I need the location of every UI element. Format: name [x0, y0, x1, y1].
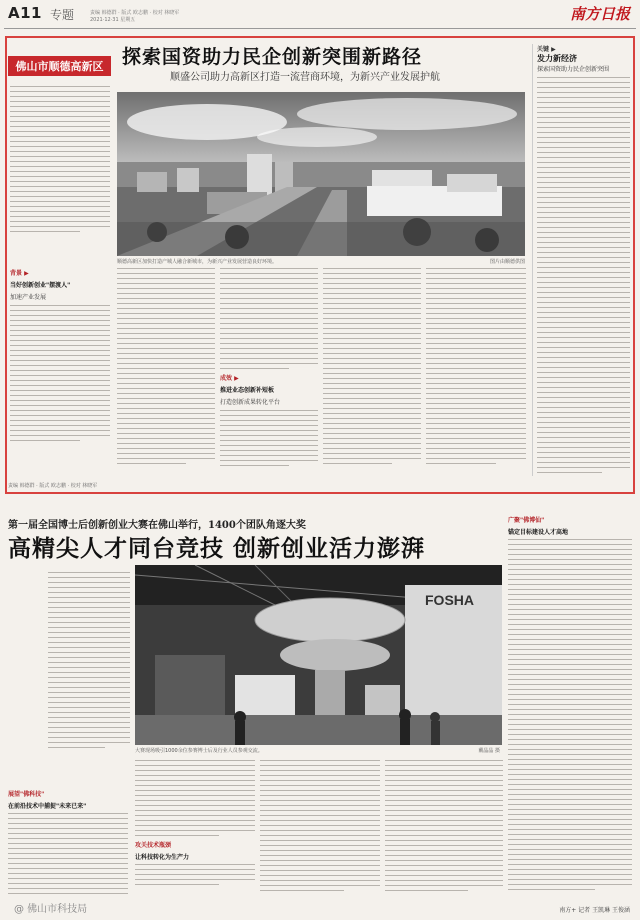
masthead-divider: [4, 28, 636, 29]
bottom-section-left: [8, 786, 128, 896]
bottom-lead-column: [48, 572, 130, 782]
bottom-body-column-3: [260, 760, 380, 900]
left-section-tag: 展望"佛科技": [8, 791, 45, 798]
masthead-editors: 责编 韩德群 · 版式 欧志鹏 · 校对 林晓军: [90, 10, 180, 16]
section1-label: 背景 ▶: [10, 270, 29, 277]
section-label: 专题: [50, 8, 75, 22]
feature-subheadline: 顺盛公司助力高新区打造一流营商环境，为新兴产业发展护航: [170, 72, 440, 83]
exhibition-photo-credit: 戴晶晶 摄: [478, 748, 500, 754]
exhibition-illustration: [135, 565, 502, 745]
bottom-byline: 南方+ 记者 王凯琳 王俊涵: [559, 907, 630, 914]
right-section-title: 锚定目标建设人才高地: [508, 529, 569, 536]
page-number: A11: [8, 4, 42, 22]
feature-sidebar: [532, 44, 630, 476]
feature-photo-credit: 图片由顺德供图: [489, 259, 525, 265]
bottom-kicker: 第一届全国博士后创新创业大赛在佛山举行，1400个团队角逐大奖: [8, 520, 306, 531]
feature-body-column-4: [323, 268, 421, 476]
section2-subtitle: 打造创新成果转化平台: [220, 399, 281, 406]
feature-footer: 责编 韩德群 · 版式 欧志鹏 · 校对 林晓军: [8, 483, 98, 489]
city-aerial-photo: [117, 92, 525, 256]
feature-body-column-3: [220, 268, 318, 476]
left-section-title: 在前沿技术中捕捉"未来已来": [8, 803, 87, 810]
section2-title: 推进业态创新补短板: [220, 387, 275, 394]
exhibition-photo: [135, 565, 502, 745]
feature-body-column-5: [426, 268, 526, 476]
masthead: [0, 0, 640, 28]
exhibition-photo-caption: 大赛现场吸引1000余位参赛博士后及行业人员参观交流。: [135, 748, 263, 754]
bottom-body-column-4: [385, 760, 503, 900]
feature-section1-column: [10, 265, 110, 477]
city-aerial-illustration: [117, 92, 525, 256]
sidebar-subtitle: 探索国资助力民企创新突围: [537, 66, 610, 73]
sidebar-title: 发力新经济: [537, 54, 577, 63]
mid-section-tag: 攻关技术瓶颈: [135, 842, 172, 849]
section1-title: 当好创新创业"摆渡人": [10, 282, 71, 289]
masthead-date: 2021·12·31 星期五: [90, 17, 136, 23]
feature-body-column-2: [117, 268, 215, 476]
masthead-meta: [90, 9, 220, 23]
section2-label: 成效 ▶: [220, 375, 239, 382]
feature-intro-column: [10, 86, 110, 254]
bottom-headline: 高精尖人才同台竞技 创新创业活力澎湃: [8, 535, 426, 562]
newspaper-logo: 南方日报: [569, 5, 630, 23]
watermark: @ 佛山市科技局: [14, 904, 88, 915]
feature-headline: 探索国资助力民企创新突围新路径: [122, 46, 423, 68]
mid-section-title: 让科技转化为生产力: [135, 854, 190, 861]
bottom-body-column-2: [135, 760, 255, 900]
right-section-tag: 广聚"佛博仙": [508, 517, 545, 524]
region-banner: 佛山市顺德高新区: [8, 56, 111, 76]
section1-subtitle: 加速产业发展: [10, 294, 47, 301]
bottom-sidebar: [508, 512, 632, 900]
feature-photo-caption: 顺德高新区加快打造产城人融合新城市，为新兴产业发展营造良好环境。: [117, 259, 278, 265]
booth-sign: FOSHA: [425, 592, 474, 608]
sidebar-tag: 关键 ▶: [537, 46, 556, 53]
